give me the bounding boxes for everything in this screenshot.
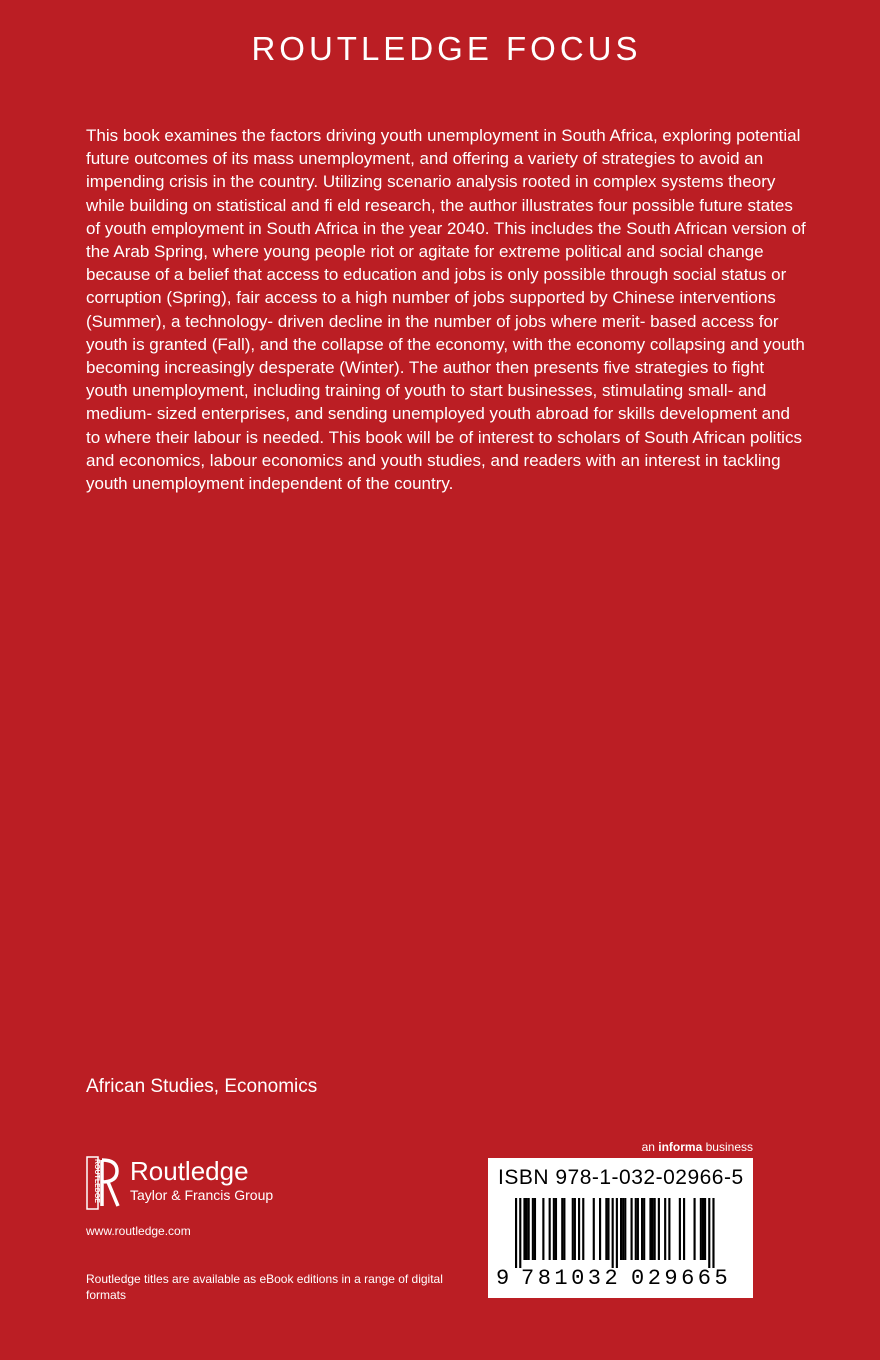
- routledge-logo-icon: [86, 1156, 120, 1210]
- publisher-website-link[interactable]: www.routledge.com: [86, 1224, 191, 1238]
- ebook-availability-note: Routledge titles are available as eBook editions in a range of digital formats: [86, 1272, 443, 1302]
- barcode-bar: [542, 1198, 544, 1260]
- barcode-bar: [649, 1198, 651, 1260]
- isbn-label: ISBN 978-1-032-02966-5: [498, 1166, 744, 1189]
- barcode-bar: [599, 1198, 601, 1260]
- barcode-guard-bar: [515, 1198, 517, 1268]
- logo-vertical-text: ROUTLEDGE: [93, 1159, 100, 1203]
- barcode-bar: [668, 1198, 670, 1260]
- barcode-bar: [555, 1198, 557, 1260]
- barcode-bar: [582, 1198, 584, 1260]
- barcode-bar: [620, 1198, 622, 1260]
- informa-suffix: business: [705, 1140, 753, 1154]
- barcode-bar: [637, 1198, 639, 1260]
- barcode-bar: [635, 1198, 637, 1260]
- barcode-bar: [534, 1198, 536, 1260]
- informa-business-tagline: [642, 1140, 753, 1154]
- publisher-name: Routledge: [130, 1156, 249, 1186]
- barcode-guard-bar: [519, 1198, 521, 1268]
- isbn-barcode: [488, 1158, 753, 1298]
- barcode-guard-bar: [612, 1198, 614, 1268]
- barcode-bar: [549, 1198, 551, 1260]
- barcode-bars: [515, 1198, 727, 1268]
- barcode-bar: [694, 1198, 696, 1260]
- barcode-bar: [683, 1198, 685, 1260]
- barcode-right-group: 029665: [631, 1266, 732, 1291]
- barcode-bar: [641, 1198, 643, 1260]
- barcode-bar: [553, 1198, 555, 1260]
- barcode-guard-bar: [712, 1198, 714, 1268]
- informa-prefix: an: [641, 1140, 655, 1154]
- barcode-bar: [622, 1198, 624, 1260]
- barcode-bar: [679, 1198, 681, 1260]
- barcode-digits: [488, 1266, 753, 1296]
- barcode-bar: [658, 1198, 660, 1260]
- barcode-guard-bar: [616, 1198, 618, 1268]
- barcode-bar: [631, 1198, 633, 1260]
- barcode-bar: [700, 1198, 702, 1260]
- barcode-bar: [654, 1198, 656, 1260]
- book-description: This book examines the factors driving youth unemployment in South Africa, exploring potential future outcomes of its mass unemployment, and offering a variety of strategies to avoid an impending crisis in the country. Utilizing scenario analysis rooted in complex systems theory while building on statistical and fi eld research, the author illustrates four possible future states of youth employment in South Africa in the year 2040. This includes the South African version of the Arab Spring, where young people riot or agitate for extreme political and social change because of a belief that access to education and jobs is only possible through social status or corruption (Spring), fair access to a high number of jobs supported by Chinese interventions (Summer), a technology- driven decline in the number of jobs where merit- based access for youth is granted (Fall), and the collapse of the economy, with the economy collapsing and youth becoming increasingly desperate (Winter). The author then presents five strategies to fight youth unemployment, including training of youth to start businesses, stimulating small- and medium- sized enterprises, and sending unemployed youth abroad for skills development and to where their labour is needed. This book will be of interest to scholars of South African politics and economics, labour economics and youth studies, and readers with an interest in tackling youth unemployment independent of the country.: [86, 126, 806, 494]
- barcode-bar: [607, 1198, 609, 1260]
- series-title: ROUTLEDGE FOCUS: [251, 30, 642, 67]
- barcode-bar: [523, 1198, 525, 1260]
- informa-brand: informa: [658, 1140, 703, 1154]
- barcode-left-group: 781032: [521, 1266, 622, 1291]
- barcode-bar: [664, 1198, 666, 1260]
- barcode-bar: [704, 1198, 706, 1260]
- barcode-guard-bar: [708, 1198, 710, 1268]
- barcode-bar: [574, 1198, 576, 1260]
- barcode-bar: [652, 1198, 654, 1260]
- barcode-bar: [526, 1198, 528, 1260]
- barcode-bar: [572, 1198, 574, 1260]
- subject-categories: African Studies, Economics: [86, 1076, 318, 1097]
- barcode-bar: [593, 1198, 595, 1260]
- barcode-bar: [532, 1198, 534, 1260]
- barcode-bar: [578, 1198, 580, 1260]
- publisher-logo: [86, 1156, 273, 1212]
- barcode-bar: [528, 1198, 530, 1260]
- barcode-bar: [624, 1198, 626, 1260]
- barcode-bar: [563, 1198, 565, 1260]
- barcode-first-digit: 9: [496, 1266, 510, 1291]
- barcode-bar: [702, 1198, 704, 1260]
- barcode-bar: [643, 1198, 645, 1260]
- publisher-group: Taylor & Francis Group: [130, 1187, 274, 1203]
- barcode-bar: [561, 1198, 563, 1260]
- barcode-bar: [605, 1198, 607, 1260]
